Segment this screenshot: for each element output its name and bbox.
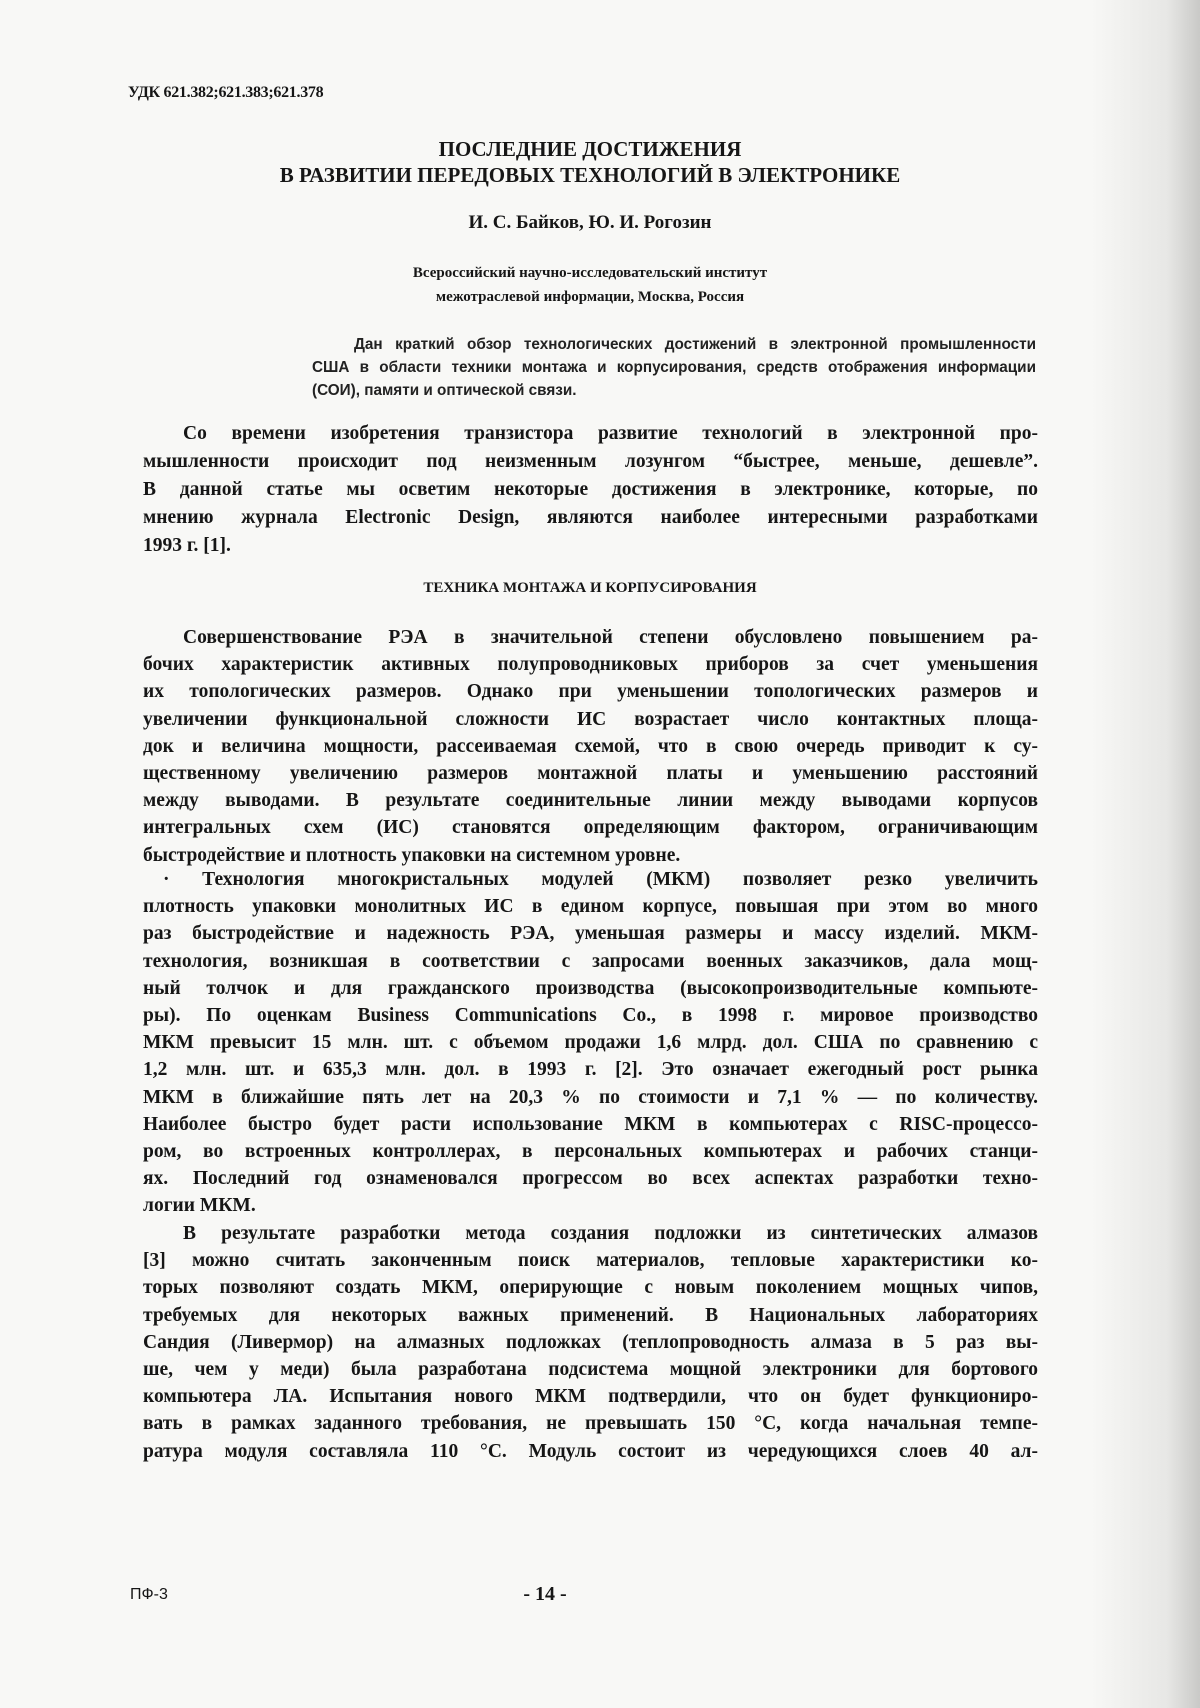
- text-line: щественному увеличению размеров монтажной платы и уменьшению расстояний: [143, 762, 1038, 784]
- scan-edge-shadow: [1090, 0, 1200, 1708]
- text-line: [3] можно считать законченным поиск материалов, тепловые характеристики ко-: [143, 1250, 1038, 1272]
- text-line: их топологических размеров. Однако при уменьшении топологических размеров и: [143, 681, 1038, 703]
- abstract: [312, 333, 1036, 402]
- text-line: мнению журнала Electronic Design, являются наиболее интересными разработками: [143, 507, 1038, 528]
- page-number: - 14 -: [523, 1583, 567, 1605]
- text-line: В данной статье мы осветим некоторые достижения в электронике, которые, по: [143, 479, 1038, 500]
- text-line: 1,2 млн. шт. и 635,3 млн. дол. в 1993 г. [2]. Это означает ежегодный рост рынка: [143, 1059, 1038, 1081]
- udk-code: УДК 621.382;621.383;621.378: [128, 84, 324, 101]
- text-line: вать в рамках заданного требования, не превышать 150 °С, когда начальная темпе-: [143, 1413, 1038, 1435]
- text-line: Сандия (Ливермор) на алмазных подложках (теплопроводность алмаза в 5 раз вы-: [143, 1331, 1038, 1353]
- text-line: 1993 г. [1].: [143, 535, 231, 556]
- text-line: компьютера ЛА. Испытания нового МКМ подтвердили, что он будет функциониро-: [143, 1386, 1038, 1408]
- abstract-line: Дан краткий обзор технологических достижений в электронной промышленности: [354, 336, 1036, 353]
- intro-paragraph: [143, 420, 1038, 560]
- text-line: требуемых для некоторых важных применений. В Национальных лабораториях: [143, 1304, 1038, 1326]
- text-line: · Технология многокристальных модулей (МКМ) позволяет резко увеличить: [163, 869, 1038, 890]
- text-line: Совершенствование РЭА в значительной степени обусловлено повышением ра-: [183, 627, 1038, 648]
- text-line: ратура модуля составляла 110 °С. Модуль состоит из чередующихся слоев 40 ал-: [143, 1440, 1038, 1462]
- text-line: раз быстродействие и надежность РЭА, уменьшая размеры и массу изделий. МКМ-: [143, 923, 1038, 945]
- text-line: ры). По оценкам Business Communications Co., в 1998 г. мировое производство: [143, 1004, 1038, 1026]
- text-line: МКМ в ближайшие пять лет на 20,3 % по стоимости и 7,1 % — по количеству.: [143, 1086, 1038, 1108]
- text-line: торых позволяют создать МКМ, оперирующие с новым поколением мощных чипов,: [143, 1277, 1038, 1299]
- text-line: между выводами. В результате соединительные линии между выводами корпусов: [143, 790, 1038, 812]
- text-line: мышленности происходит под неизменным лозунгом “быстрее, меньше, дешевле”.: [143, 451, 1038, 472]
- affiliation: [0, 261, 1180, 309]
- text-line: Со времени изобретения транзистора развитие технологий в электронной про-: [183, 423, 1038, 444]
- paragraph-2: [143, 624, 1038, 869]
- footer-code: ПФ-3: [130, 1586, 168, 1603]
- text-line: В результате разработки метода создания подложки из синтетических алмазов: [183, 1223, 1038, 1244]
- title-line: ПОСЛЕДНИЕ ДОСТИЖЕНИЯ: [438, 137, 742, 161]
- section-heading: ТЕХНИКА МОНТАЖА И КОРПУСИРОВАНИЯ: [423, 580, 757, 596]
- abstract-line: США в области техники монтажа и корпусирования, средств отображения информации: [312, 359, 1036, 376]
- text-line: ях. Последний год ознаменовался прогрессом во всех аспектах разработки техно-: [143, 1168, 1038, 1190]
- text-line: док и величина мощности, рассеиваемая схемой, что в свою очередь приводит к су-: [143, 735, 1038, 757]
- text-line: ром, во встроенных контроллерах, в персональных компьютерах и рабочих станци-: [143, 1140, 1038, 1162]
- text-line: логии МКМ.: [143, 1195, 256, 1217]
- affiliation-line: Всероссийский научно-исследовательский институт: [412, 265, 768, 281]
- text-line: интегральных схем (ИС) становятся определяющим фактором, ограничивающим: [143, 817, 1038, 839]
- text-line: быстродействие и плотность упаковки на системном уровне.: [143, 844, 681, 866]
- affiliation-line: межотраслевой информации, Москва, Россия: [435, 289, 745, 305]
- paragraph-4: [143, 1220, 1038, 1465]
- title-line: В РАЗВИТИИ ПЕРЕДОВЫХ ТЕХНОЛОГИЙ В ЭЛЕКТРОНИКЕ: [279, 163, 901, 187]
- text-line: МКМ превысит 15 млн. шт. с объемом продажи 1,6 млрд. дол. США по сравнению с: [143, 1032, 1038, 1054]
- paragraph-3: [143, 866, 1038, 1219]
- authors: И. С. Байков, Ю. И. Рогозин: [468, 212, 712, 233]
- article-title: [0, 136, 1180, 188]
- text-line: плотность упаковки монолитных ИС в едином корпусе, повышая при этом во много: [143, 896, 1038, 918]
- text-line: ный толчок и для гражданского производства (высокопроизводительные компьюте-: [143, 977, 1038, 999]
- text-line: бочих характеристик активных полупроводниковых приборов за счет уменьшения: [143, 654, 1038, 676]
- text-line: увеличении функциональной сложности ИС возрастает число контактных площа-: [143, 708, 1038, 730]
- text-line: Наиболее быстро будет расти использование МКМ в компьютерах с RISC-процессо-: [143, 1113, 1038, 1135]
- text-line: ше, чем у меди) была разработана подсистема мощной электроники для бортового: [143, 1358, 1038, 1380]
- text-line: технология, возникшая в соответствии с запросами военных заказчиков, дала мощ-: [143, 950, 1038, 972]
- abstract-line: (СОИ), памяти и оптической связи.: [312, 382, 577, 399]
